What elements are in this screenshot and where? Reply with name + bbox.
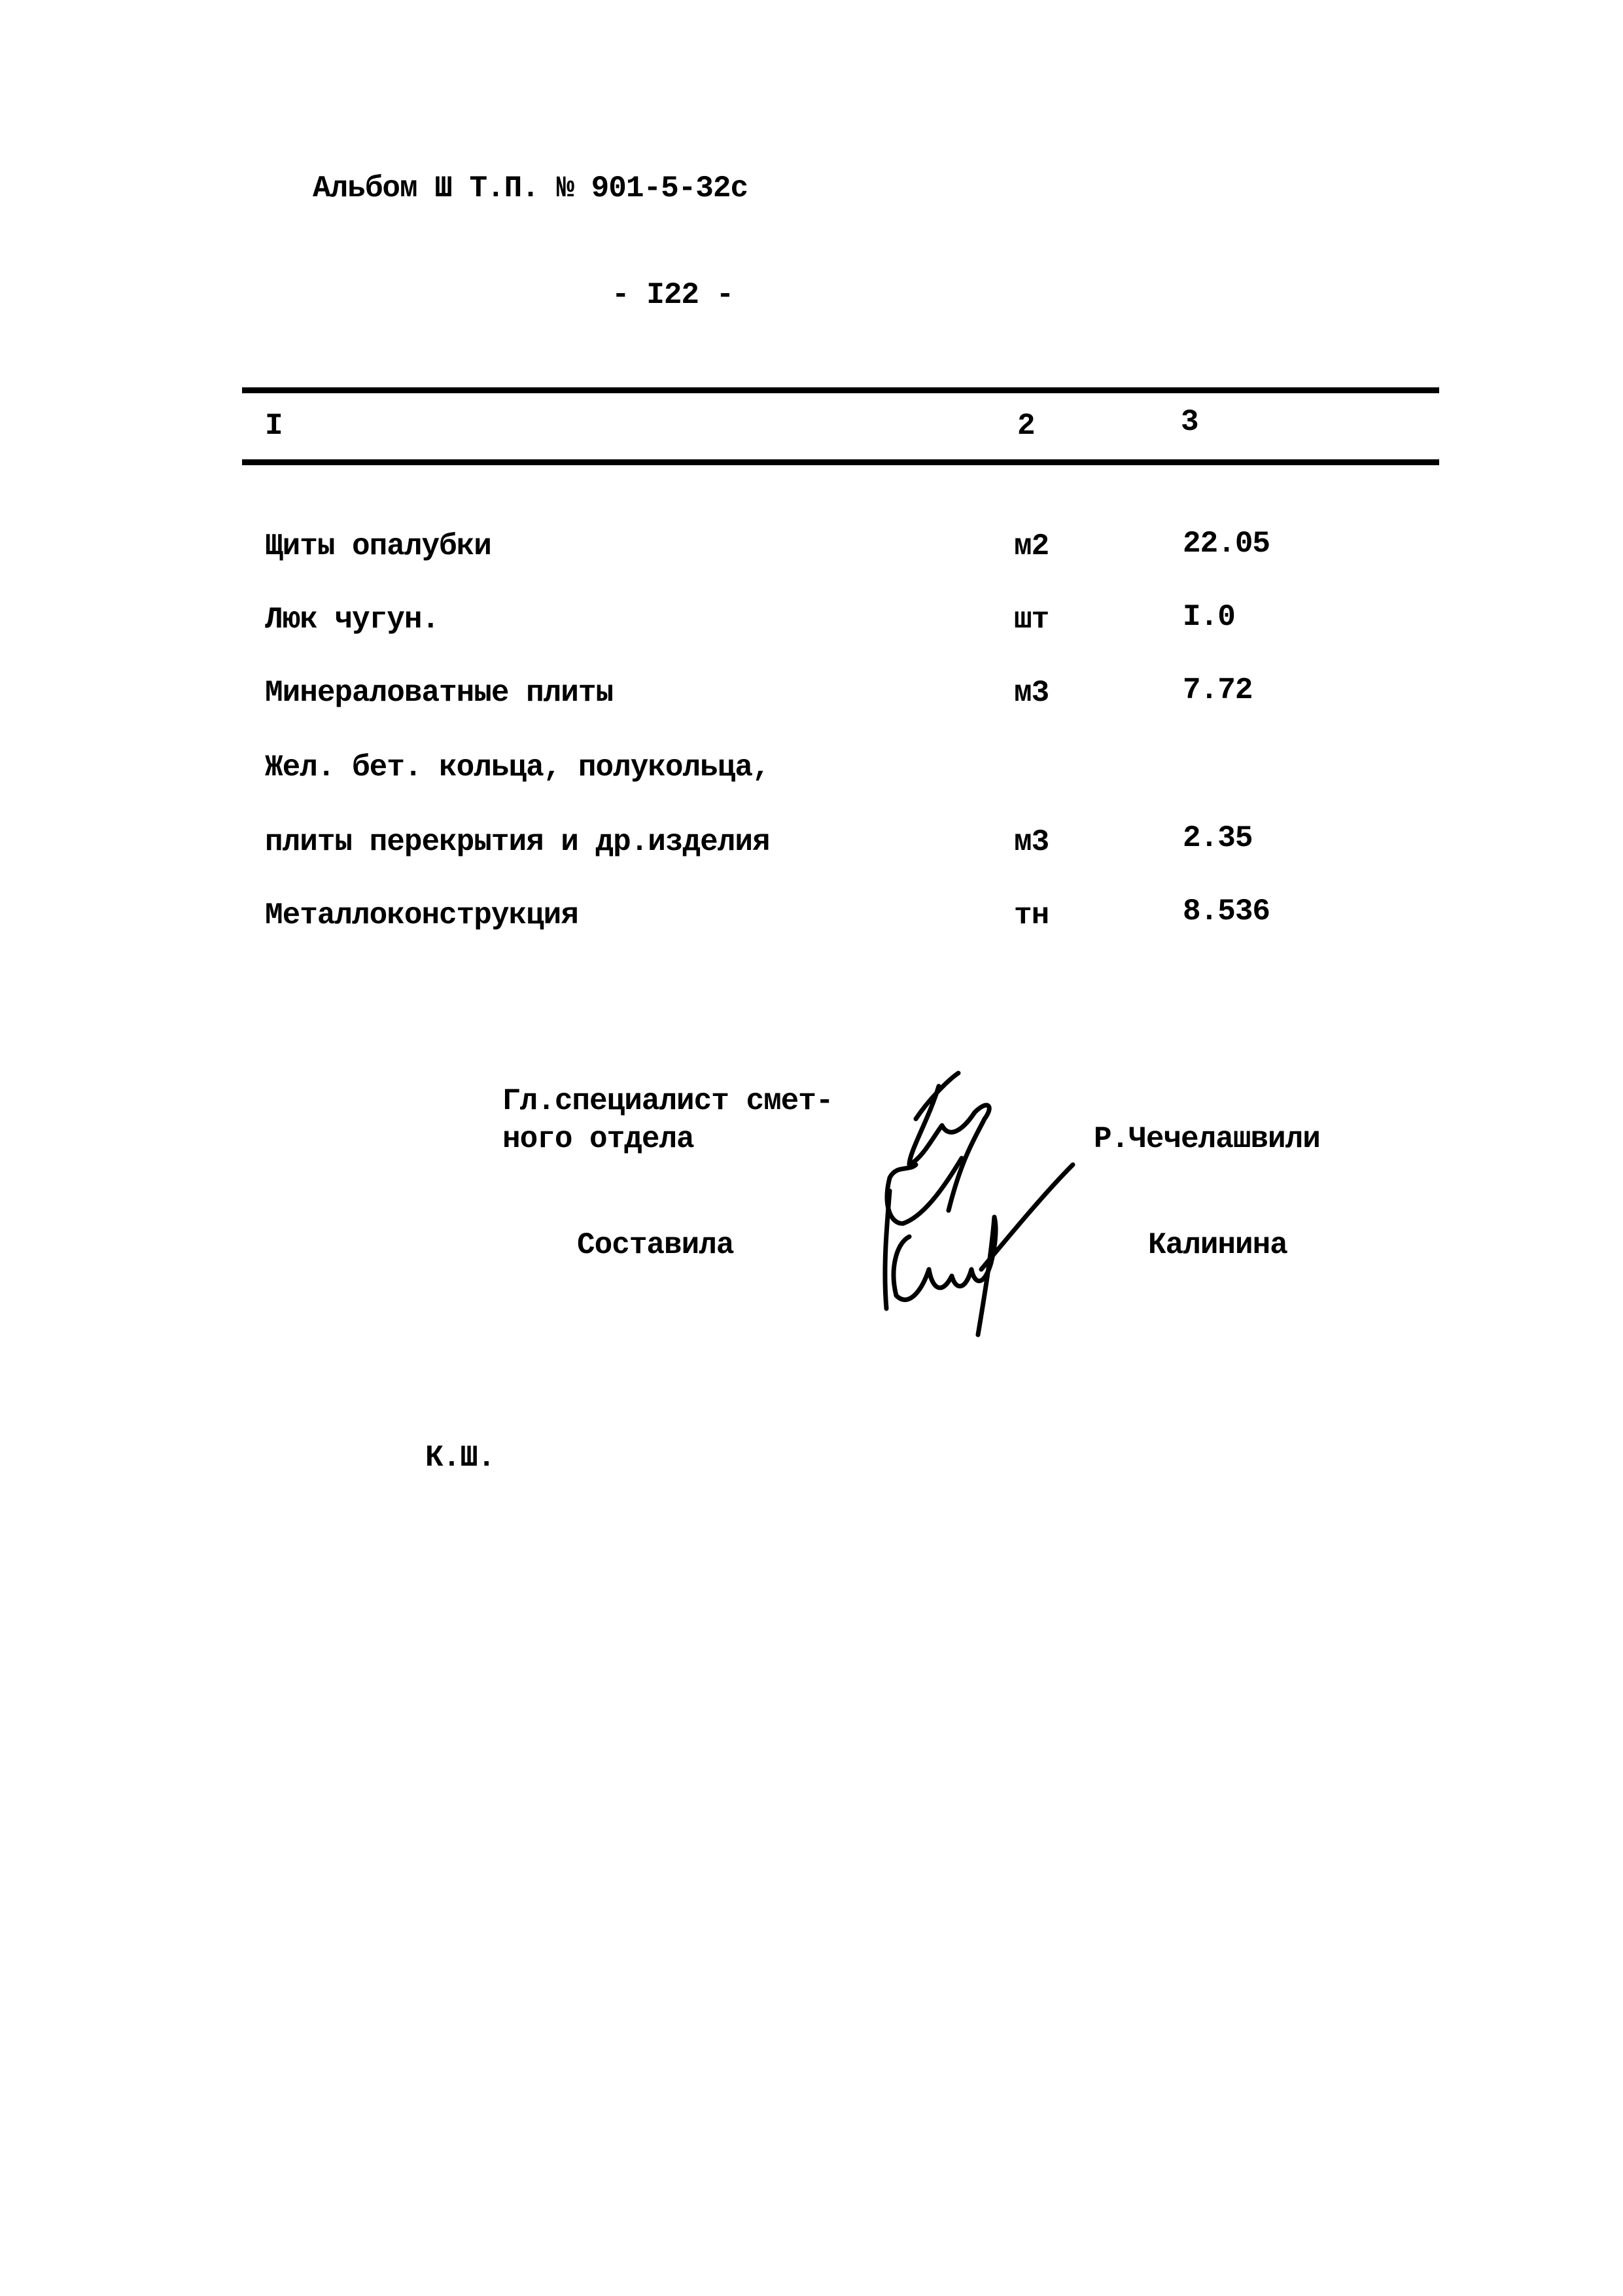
item-unit: м2: [1014, 529, 1049, 563]
item-value: 8.536: [1183, 894, 1270, 928]
chief-title-line2: ного отдела: [502, 1122, 694, 1156]
chief-title-line1: Гл.специалист смет-: [502, 1084, 833, 1118]
item-name: плиты перекрытия и др.изделия: [265, 825, 770, 859]
table-top-rule: [242, 387, 1439, 393]
item-name: Минераловатные плиты: [265, 676, 614, 710]
column-header-2: 2: [1017, 409, 1035, 443]
chief-name: Р.Чечелашвили: [1094, 1122, 1320, 1156]
item-name: Люк чугун.: [265, 603, 440, 637]
handwritten-signatures: [818, 1060, 1184, 1348]
item-unit: м3: [1014, 825, 1049, 859]
page-number: - I22 -: [612, 278, 734, 312]
column-header-1: I: [265, 409, 283, 443]
item-name: Металлоконструкция: [265, 898, 578, 932]
item-name: Щиты опалубки: [265, 529, 491, 563]
item-value: 2.35: [1183, 821, 1253, 855]
item-unit: тн: [1014, 898, 1049, 932]
item-name: Жел. бет. кольца, полукольца,: [265, 751, 770, 785]
table-header-rule: [242, 459, 1439, 465]
compiler-name: Калинина: [1148, 1228, 1287, 1262]
item-value: 22.05: [1183, 527, 1270, 561]
item-value: 7.72: [1183, 673, 1253, 707]
compiler-title: Составила: [577, 1228, 734, 1262]
item-value: I.0: [1183, 600, 1235, 634]
footer-initials: К.Ш.: [425, 1441, 495, 1475]
column-header-3: 3: [1181, 405, 1198, 439]
album-reference: Альбом Ш Т.П. № 901-5-32с: [313, 171, 748, 205]
item-unit: м3: [1014, 676, 1049, 710]
item-unit: шт: [1014, 603, 1049, 637]
